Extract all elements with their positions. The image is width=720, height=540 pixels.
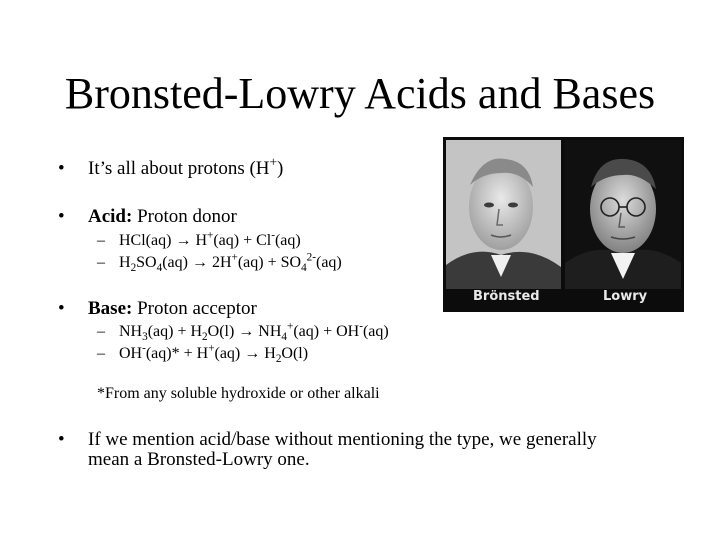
formula-part: (aq) <box>316 254 342 271</box>
formula-part: (aq) <box>214 345 245 362</box>
arrow-icon: → <box>238 323 255 340</box>
arrow-icon: → <box>244 345 261 362</box>
arrow-icon: → <box>175 232 192 249</box>
formula-part: (aq) + SO <box>237 254 302 271</box>
formula-sup: - <box>359 320 363 333</box>
dash: – <box>97 254 105 271</box>
formula-sub: 4 <box>156 262 163 275</box>
base-definition: Proton acceptor <box>132 298 257 319</box>
arrow-icon: → <box>191 254 208 271</box>
lowry-caption: Lowry <box>603 289 648 304</box>
formula-part: HCl(aq) <box>119 232 176 249</box>
formula-part: H <box>260 345 276 362</box>
formula-part: (aq) + H <box>147 323 203 340</box>
formula-part: (aq) <box>162 254 192 271</box>
formula-part: O(l) <box>207 323 239 340</box>
bullet-dot: • <box>58 206 65 227</box>
bullet-base <box>58 298 257 320</box>
formula-sup: - <box>142 342 146 355</box>
acid-example-hcl <box>97 231 301 251</box>
footnote: *From any soluble hydroxide or other alkali <box>97 385 380 402</box>
formula-sub: 3 <box>142 331 148 344</box>
bullet-protons-text: It’s all about protons (H <box>88 158 270 179</box>
bronsted-caption: Brönsted <box>473 289 540 304</box>
bullet-general-meaning <box>58 430 658 470</box>
formula-sub: 4 <box>281 331 287 344</box>
base-example-nh3 <box>97 322 389 342</box>
bullet-dot: • <box>58 158 65 179</box>
formula-sup: - <box>271 229 275 242</box>
bullet-acid <box>58 206 237 228</box>
bullet-general-line1: If we mention acid/base without mentioning the type, we generally <box>88 429 597 450</box>
bullet-protons <box>58 154 284 180</box>
base-example-oh <box>97 344 308 364</box>
formula-part: H <box>191 232 207 249</box>
formula-part: SO <box>136 254 157 271</box>
acid-example-h2so4 <box>97 253 342 273</box>
formula-sub: 4 <box>301 262 307 275</box>
acid-definition: Proton donor <box>132 206 237 227</box>
slide-title: Bronsted-Lowry Acids and Bases <box>64 69 656 118</box>
formula-sub: 2 <box>202 331 208 344</box>
formula-part: 2H <box>207 254 232 271</box>
formula-sup: 2- <box>306 251 316 264</box>
proton-charge: + <box>269 154 278 170</box>
dash: – <box>97 232 105 249</box>
formula-sub: 2 <box>275 353 282 366</box>
dash: – <box>97 323 105 340</box>
dash: – <box>97 345 105 362</box>
formula-sup: + <box>207 229 214 242</box>
formula-part: NH <box>254 323 282 340</box>
formula-part: O(l) <box>281 345 309 362</box>
formula-part: OH <box>119 345 143 362</box>
formula-sup: + <box>231 251 238 264</box>
formula-sup: + <box>208 342 215 355</box>
formula-part: NH <box>119 323 143 340</box>
formula-part: (aq) + OH <box>293 323 360 340</box>
formula-part: (aq)* + H <box>145 345 209 362</box>
formula-part: H <box>119 254 131 271</box>
base-label: Base: <box>88 298 133 319</box>
formula-part: (aq) <box>274 232 301 249</box>
formula-sub: 2 <box>130 262 137 275</box>
acid-label: Acid: <box>88 206 133 227</box>
bullet-protons-end: ) <box>277 158 284 179</box>
portraits-illustration <box>443 137 684 312</box>
bullet-general-line2: mean a Bronsted-Lowry one. <box>88 449 310 470</box>
formula-part: (aq) <box>362 323 389 340</box>
bullet-dot: • <box>58 429 65 450</box>
scientists-photo <box>443 137 684 312</box>
formula-part: (aq) + Cl <box>213 232 272 249</box>
formula-sup: + <box>287 320 294 333</box>
bullet-dot: • <box>58 298 65 319</box>
